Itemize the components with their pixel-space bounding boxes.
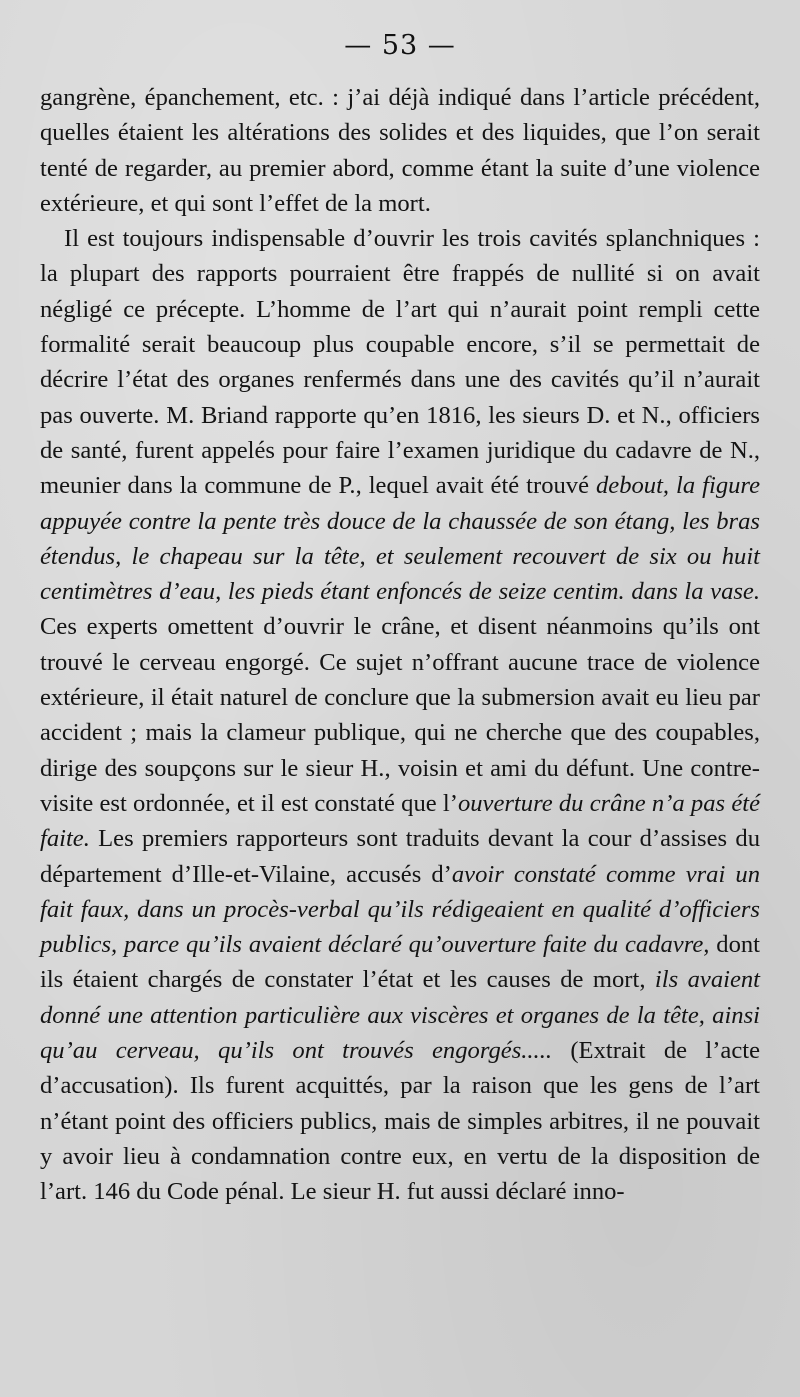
text-segment: Les premiers rapporteurs sont traduits devant la cour d’assises du département d’Ille-et-Vilaine, accusés d’ (40, 825, 760, 888)
body-text (40, 80, 760, 1210)
text-segment: Ces experts omettent d’ouvrir le crâne, et disent néanmoins qu’ils ont trouvé le cerveau engorgé. Ce sujet n’offrant aucune trace de violence extérieure, il était naturel de conclure que la submersion avait eu lieu par accident ; mais la clameur publique, qui ne cherche que des coupables, dirige des soupçons sur le sieur H., voisin et ami du défunt. Une contre-visite est ordonnée, et il est constaté que l’ (40, 613, 760, 817)
text-segment: Il est toujours indispensable d’ouvrir les trois cavités splanchniques : la plupart des rapports pourraient être frappés de nullité si on avait négligé ce précepte. L’homme de l’art qui n’aurait point rempli cette formalité serait beaucoup plus coupable encore, s’il se permettait de décrire l’état des organes renfermés dans une des cavités qu’il n’aurait pas ouverte. M. Briand rapporte qu’en 1816, les sieurs D. et N., officiers de santé, furent appelés pour faire l’examen juridique du cadavre de N., meunier dans la commune de P., lequel avait été trouvé (40, 225, 760, 500)
page-number: — 53 — (344, 30, 456, 61)
text-segment: dont ils étaient chargés de constater l’état et les causes de mort, (40, 931, 760, 994)
text-segment: (Extrait de l’acte d’accusation). Ils furent acquittés, par la raison que les gens de l’art n’étant point des officiers publics, mais de simples arbitres, il ne pouvait y avoir lieu à condamnation contre eux, en vertu de la disposition de l’art. 146 du Code pénal. Le sieur H. fut aussi déclaré inno- (40, 1037, 760, 1206)
paragraph-2 (40, 221, 760, 1209)
paragraph-1 (40, 80, 760, 221)
italic-segment: ils avaient donné une attention particulière aux viscères et organes de la tête, ainsi qu’au cerveau, qu’ils ont trouvés engorgés..... (40, 966, 760, 1065)
italic-segment: ouverture du crâne n’a pas été faite. (40, 789, 760, 853)
italic-segment: debout, la figure appuyée contre la pente très douce de la chaussée de son étang, les bras étendus, le chapeau sur la tête, et seulement recouvert de six ou huit centimètres d’eau, les pieds étant enfoncés de seize centim. dans la vase. (40, 472, 760, 606)
italic-segment: avoir constaté comme vrai un fait faux, dans un procès-verbal qu’ils rédigeaient en qualité d’officiers publics, parce qu’ils avaient déclaré qu’ouverture faite du cadavre, (40, 860, 760, 959)
text-segment: gangrène, épanchement, etc. : j’ai déjà indiqué dans l’article précédent, quelles étaient les altérations des solides et des liquides, que l’on serait tenté de regarder, au premier abord, comme étant la suite d’une violence extérieure, et qui sont l’effet de la mort. (40, 84, 760, 217)
